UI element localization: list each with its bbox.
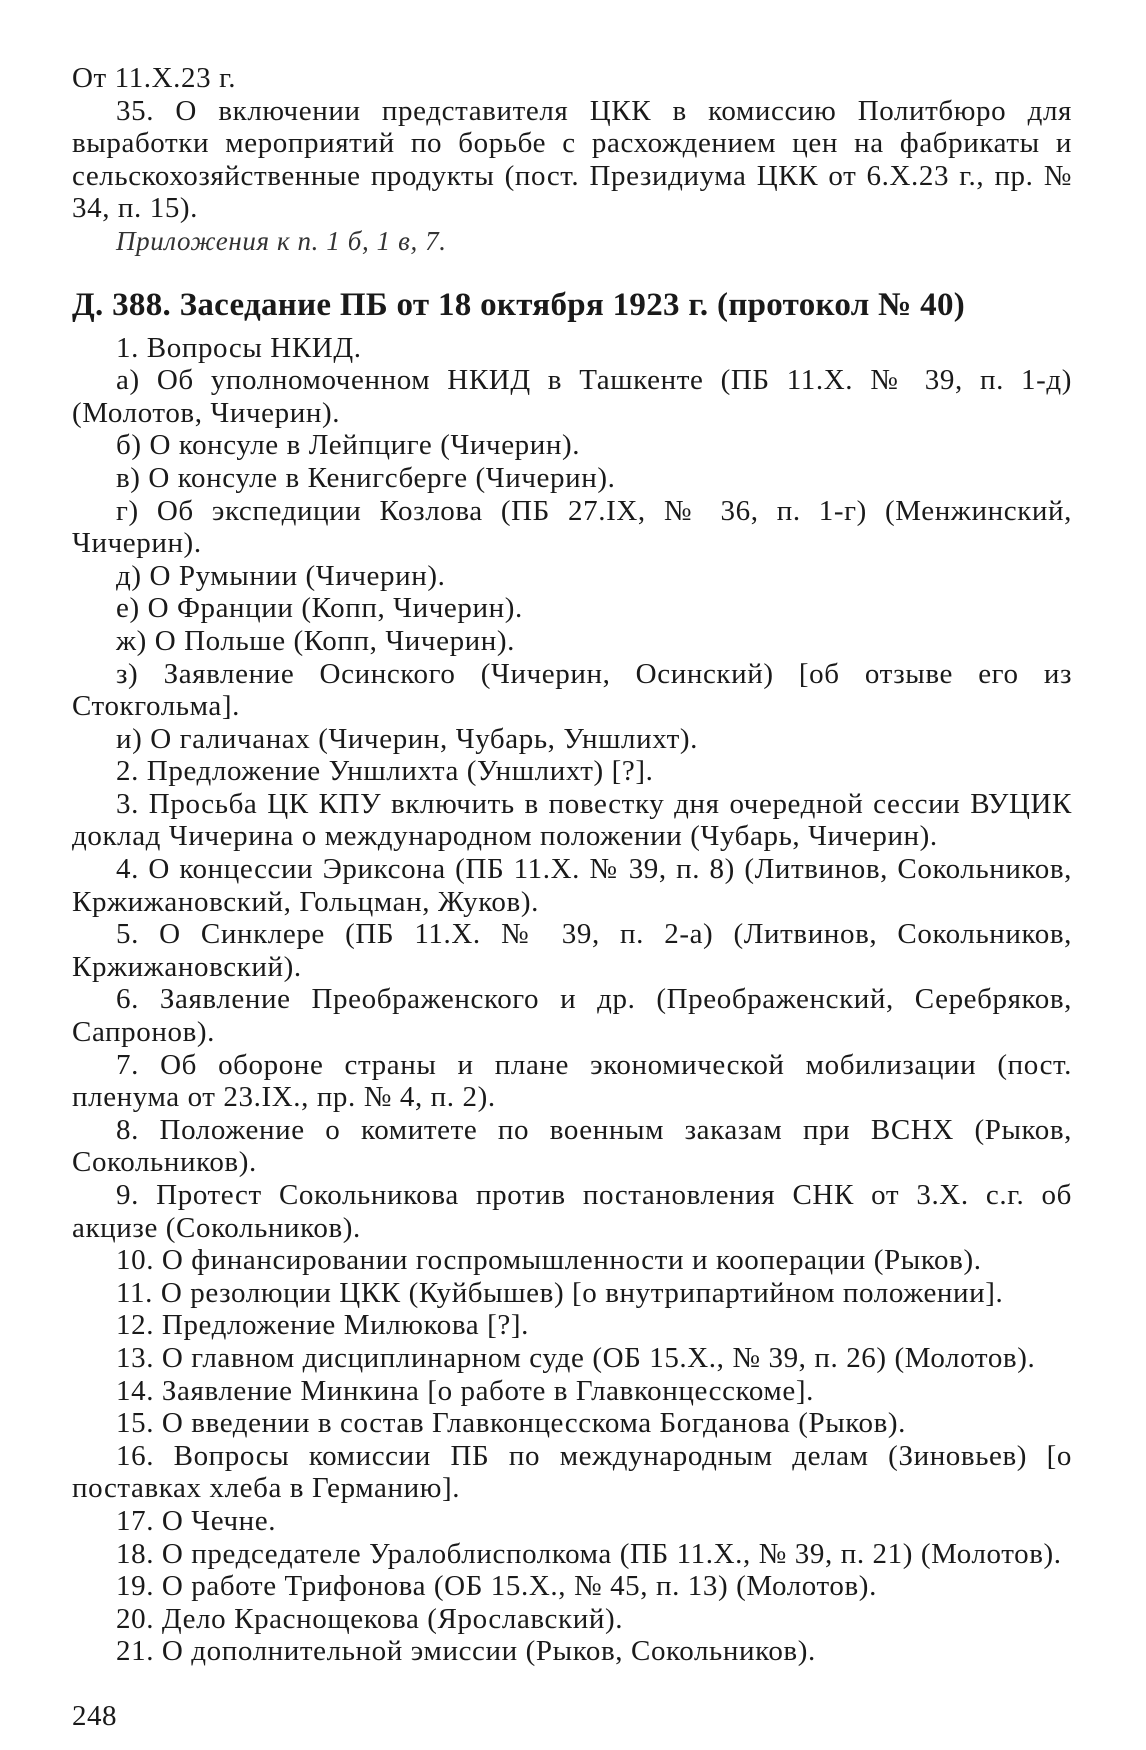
agenda-item: 2. Предложение Уншлихта (Уншлихт) [?]. xyxy=(116,755,654,788)
agenda-item: 15. О введении в состав Главконцесскома Богданова (Рыков). xyxy=(116,1407,907,1440)
agenda-item: ж) О Польше (Копп, Чичерин). xyxy=(116,624,516,657)
agenda-item: 4. О концессии Эриксона (ПБ 11.X. № 39, п. 8) (Литвинов, Сокольников, Кржижановский, Гольцман, Жуков). xyxy=(72,853,1072,918)
agenda-item: 10. О финансировании госпромышленности и кооперации (Рыков). xyxy=(116,1244,982,1277)
agenda-list xyxy=(72,332,1072,1668)
agenda-item: 16. Вопросы комиссии ПБ по международным делам (Зиновьев) [о поставках хлеба в Германию]. xyxy=(72,1439,1072,1505)
agenda-item: 3. Просьба ЦК КПУ включить в повестку дня очередной сессии ВУЦИК доклад Чичерина о международном положении (Чубарь, Чичерин). xyxy=(72,787,1072,853)
agenda-item: б) О консуле в Лейпциге (Чичерин). xyxy=(116,429,581,462)
document-heading: Д. 388. Заседание ПБ от 18 октября 1923 г. (протокол № 40) xyxy=(72,286,966,323)
agenda-item: 9. Протест Сокольникова против постановления СНК от 3.X. с.г. об акцизе (Сокольников). xyxy=(72,1179,1072,1244)
agenda-item: 13. О главном дисциплинарном суде (ОБ 15.X., № 39, п. 26) (Молотов). xyxy=(116,1341,1036,1374)
date-line: От 11.X.23 г. xyxy=(72,62,237,94)
agenda-item: 7. Об обороне страны и плане экономической мобилизации (пост. пленума от 23.IX., пр. № 4, п. 2). xyxy=(72,1048,1072,1114)
agenda-item: 8. Положение о комитете по военным заказам при ВСНХ (Рыков, Сокольников). xyxy=(72,1113,1072,1179)
agenda-item: г) Об экспедиции Козлова (ПБ 27.IX, № 36, п. 1-г) (Менжинский, Чичерин). xyxy=(72,494,1072,560)
page-number: 248 xyxy=(72,1700,117,1732)
appendix-note: Приложения к п. 1 б, 1 в, 7. xyxy=(116,225,447,256)
text-column xyxy=(72,62,1072,1668)
agenda-item: 19. О работе Трифонова (ОБ 15.X., № 45, п. 13) (Молотов). xyxy=(116,1570,877,1603)
agenda-item: 20. Дело Краснощекова (Ярославский). xyxy=(116,1602,624,1635)
agenda-item: а) Об уполномоченном НКИД в Ташкенте (ПБ 11.X. № 39, п. 1-д) (Молотов, Чичерин). xyxy=(72,364,1072,429)
agenda-item: 21. О дополнительной эмиссии (Рыков, Сокольников). xyxy=(116,1635,816,1668)
agenda-item: 17. О Чечне. xyxy=(116,1504,277,1537)
agenda-item: е) О Франции (Копп, Чичерин). xyxy=(116,592,523,625)
agenda-item: д) О Румынии (Чичерин). xyxy=(116,559,446,592)
agenda-item: 6. Заявление Преображенского и др. (Преображенский, Серебряков, Сапронов). xyxy=(72,983,1072,1049)
agenda-item: 1. Вопросы НКИД. xyxy=(116,331,362,364)
agenda-item: 12. Предложение Милюкова [?]. xyxy=(116,1309,529,1342)
agenda-item: и) О галичанах (Чичерин, Чубарь, Уншлихт). xyxy=(116,722,698,755)
agenda-item: 18. О председателе Уралоблисполкома (ПБ 11.X., № 39, п. 21) (Молотов). xyxy=(116,1537,1062,1570)
agenda-item: 11. О резолюции ЦКК (Куйбышев) [о внутрипартийном положении]. xyxy=(116,1276,1004,1309)
agenda-item: з) Заявление Осинского (Чичерин, Осинский) [об отзыве его из Стокгольма]. xyxy=(72,657,1072,723)
agenda-item: в) О консуле в Кенигсберге (Чичерин). xyxy=(116,461,616,494)
item-35: 35. О включении представителя ЦКК в комиссию Политбюро для выработки мероприятий по борьбе с расхождением цен на фабрикаты и сельскохозяйственные продукты (пост. Президиума ЦКК от 6.X.23 г., пр. № 34, п. 15). xyxy=(72,94,1072,225)
agenda-item: 14. Заявление Минкина [о работе в Главконцесскоме]. xyxy=(116,1374,814,1407)
agenda-item: 5. О Синклере (ПБ 11.X. № 39, п. 2-а) (Литвинов, Сокольников, Кржижановский). xyxy=(72,918,1072,983)
